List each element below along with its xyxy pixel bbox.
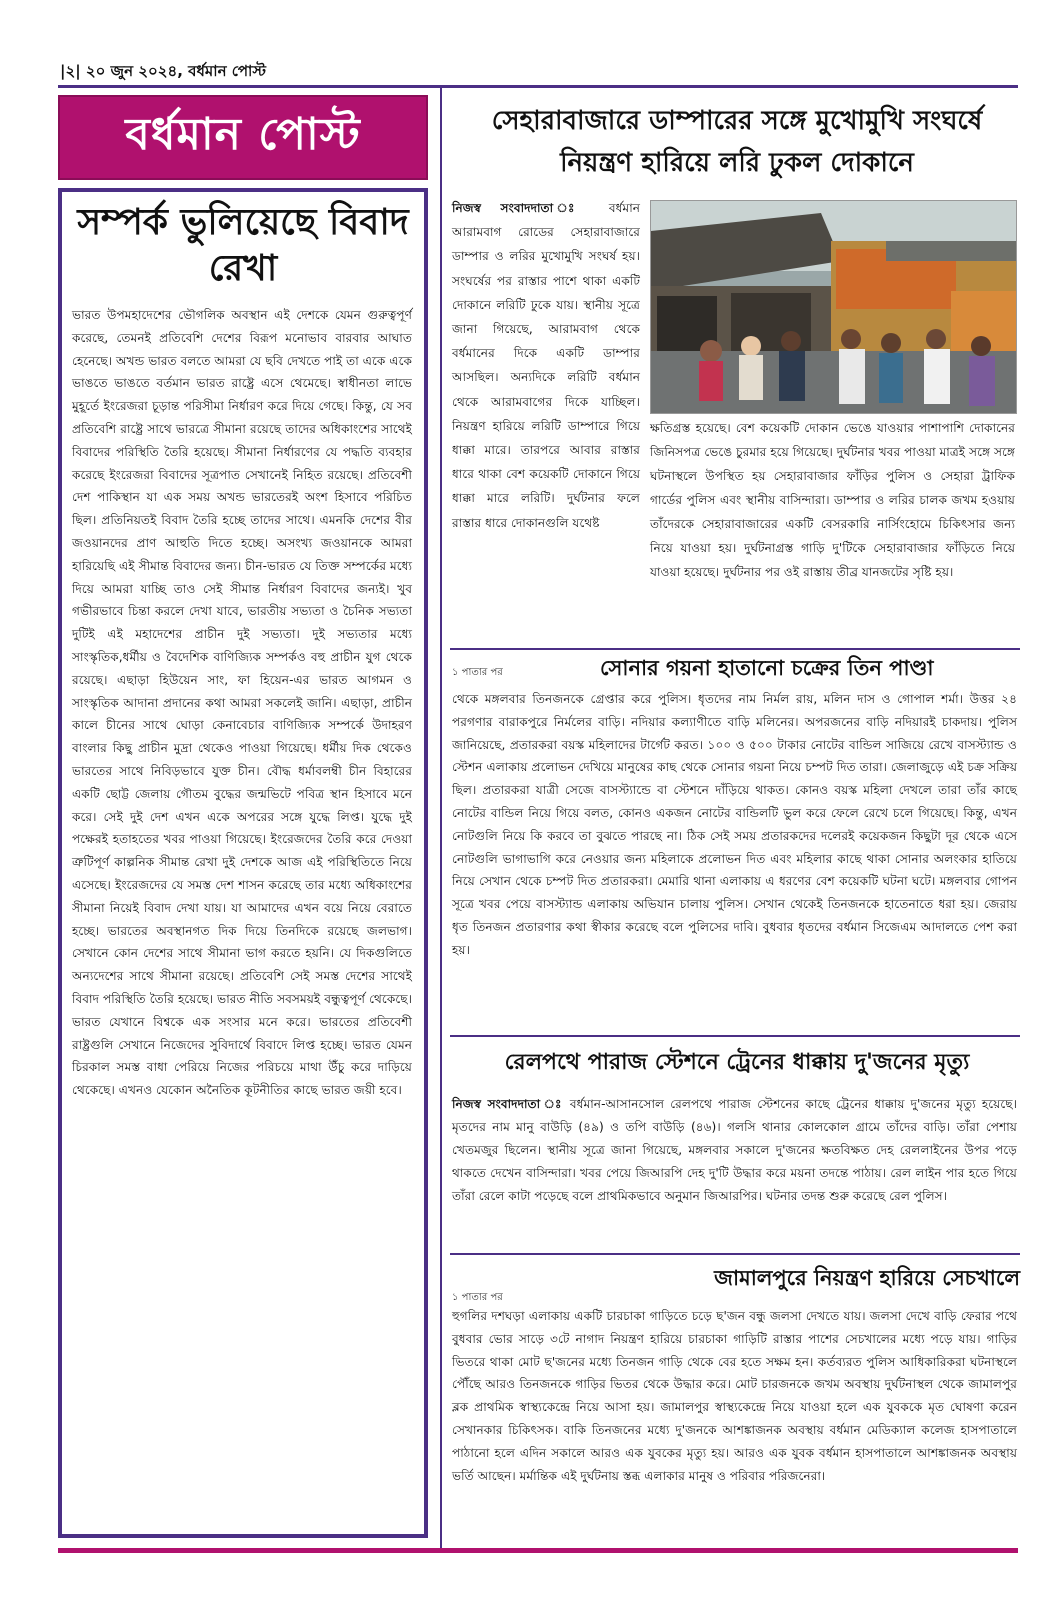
story1-headline: সেহারাবাজারে ডাম্পারের সঙ্গে মুখোমুখি সংঘর্ষে নিয়ন্ত্রণ হারিয়ে লরি ঢুকল দোকানে (491, 106, 983, 178)
column-divider (440, 88, 442, 1548)
story4-body: হুগলির দশঘড়া এলাকায় একটি চারচাকা গাড়িতে চড়ে ছ'জন বন্ধু জলসা দেখতে যায়। জলসা দেখে বাড়ি ফেরার পথে বুধবার ভোর সাড়ে ৩টে নাগাদ নিয়ন্ত্রণ হারিয়ে চারচাকা গাড়িটি রাস্তার পাশের সেচখালের মধ্যে পড়ে যায়। গাড়ির ভিতরে থাকা মোট ছ'জনের মধ্যে তিনজন গাড়ি থেকে বের হতে সক্ষম হন। কর্তব্যরত পুলিস আধিকারিকরা ঘটনাস্থলে পৌঁছে আরও তিনজনকে গাড়ির ভিতর থেকে উদ্ধার করে। মোট চারজনকে জখম অবস্থায় দুর্ঘটনাস্থল থেকে জামালপুর ব্লক প্রাথমিক স্বাস্থ্যকেন্দ্রে নিয়ে আসা হয়। জামালপুর স্বাস্থ্যকেন্দ্রে নিয়ে যাওয়া হলে এক যুবককে মৃত ঘোষণা করেন সেখানকার চিকিৎসক। বাকি তিনজনের মধ্যে দু'জনকে আশঙ্কাজনক অবস্থায় বর্ধমান মেডিক্যাল কলেজ হাসপাতালে পাঠানো হলে এদিন সকালে আরও এক যুবকের মৃত্যু হয়। আরও এক যুবক বর্ধমান হাসপাতালে আশঙ্কাজনক অবস্থায় ভর্তি আছেন। মর্মান্তিক এই দুর্ঘটনায় স্তব্ধ এলাকার মানুষ ও পরিবার পরিজনেরা। (452, 1309, 1017, 1483)
story1-byline: নিজস্ব সংবাদদাতা ঃ (452, 201, 590, 215)
accident-photo (650, 200, 1017, 414)
top-rule (58, 85, 1018, 88)
story3-body: বর্ধমান-আসানসোল রেলপথে পারাজ স্টেশনের কাছে ট্রেনের ধাক্কায় দু'জনের মৃত্যু হয়েছে। মৃতদের নাম মানু বাউড়ি (৪৯) ও তপি বাউড়ি (৪৬)। গলসি থানার কোলকোল গ্রামে তাঁদের বাড়ি। তাঁরা পেশায় খেতমজুর ছিলেন। স্থানীয় সূত্রে জানা গিয়েছে, মঙ্গলবার সকালে দু'জনের ক্ষতবিক্ষত দেহ রেললাইনের উপর পড়ে থাকতে দেখেন বাসিন্দারা। খবর পেয়ে জিআরপি দেহ দু'টি উদ্ধার করে ময়না তদন্তে পাঠায়। রেল লাইন পার হতে গিয়ে তাঁরা রেলে কাটা পড়েছে বলে প্রাথমিকভাবে অনুমান জিআরপির। ঘটনার তদন্ত শুরু করেছে রেল পুলিস। (452, 1097, 1017, 1203)
story2-body: থেকে মঙ্গলবার তিনজনকে গ্রেপ্তার করে পুলিস। ধৃতদের নাম নির্মল রায়, মলিন দাস ও গোপাল শর্মা। উত্তর ২৪ পরগণার বারাকপুরে নির্মলের বাড়ি। নদিয়ার কল্যাণীতে বাড়ি মলিনের। অপরজনের বাড়ি নদিয়ারই চাকদায়। পুলিস জানিয়েছে, প্রতারকরা বয়স্ক মহিলাদের টার্গেট করত। ১০০ ও ৫০০ টাকার নোটের বান্ডিল সাজিয়ে রেখে বাসস্ট্যান্ড ও স্টেশন এলাকায় প্রলোভন দেখিয়ে মানুষের কাছ থেকে সোনার গয়না নিয়ে চম্পট দিত তারা। জেলাজুড়ে এই চক্র সক্রিয় ছিল। প্রতারকরা যাত্রী সেজে বাসস্ট্যান্ডে বা স্টেশনে দাঁড়িয়ে থাকত। কোনও বয়স্ক মহিলা দেখলে তারা তাঁর কাছে নোটের বান্ডিল নিয়ে গিয়ে বলত, কোনও একজন নোটের বান্ডিলটি ভুল করে ফেলে রেখে চলে গিয়েছে। কিন্তু, এখন নোটগুলি নিয়ে কি করবে তা বুঝতে পারছে না। ঠিক সেই সময় প্রতারকদের দলেরই কয়েকজন কিছুটা দূর থেকে এসে নোটগুলি ভাগাভাগি করে নেওয়ার জন্য মহিলাকে প্রলোভন দিত এবং মহিলার কাছে থাকা সোনার অলংকার হাতিয়ে নিয়ে সেখান থেকে চম্পট দিত প্রতারকরা। মেমারি থানা এলাকায় এ ধরণের বেশ কয়েকটি ঘটনা ঘটে। মঙ্গলবার গোপন সূত্রে খবর পেয়ে বাসস্ট্যান্ড এলাকায় অভিযান চালায় পুলিস। সেখান থেকেই তিনজনকে হাতেনাতে ধরা হয়। জেরায় ধৃত তিনজন প্রতারণার কথা স্বীকার করেছে বলে পুলিসের দাবি। বুধবার ধৃতদের বর্ধমান সিজেএম আদালতে পেশ করা হয়। (452, 692, 1017, 957)
folio-line: |২| ২০ জুন ২০২৪, বর্ধমান পোস্ট (60, 62, 267, 80)
story4-headline: জামালপুরে নিয়ন্ত্রণ হারিয়ে সেচখালে (714, 1266, 1020, 1290)
story4-continued-note: ১ পাতার পর (452, 1292, 503, 1303)
story3-byline: নিজস্ব সংবাদদাতা ঃ (452, 1097, 564, 1111)
story1-left-body: বর্ধমান আরামবাগ রোডের সেহারাবাজারে ডাম্পার ও লরির মুখোমুখি সংঘর্ষ হয়। সংঘর্ষের পর রাস্তার পাশে থাকা একটি দোকানে লরিটি ঢুকে যায়। স্থানীয় সূত্রে জানা গিয়েছে, আরামবাগ থেকে বর্ধমানের দিকে একটি ডাম্পার আসছিল। অন্যদিকে লরিটি বর্ধমান থেকে আরামবাগের দিকে যাচ্ছিল। নিয়ন্ত্রণ হারিয়ে লরিটি ডাম্পারে গিয়ে ধাক্কা মারে। তারপরে আবার রাস্তার ধারে থাকা বেশ কয়েকটি দোকানে গিয়ে ধাক্কা মারে লরিটি। দুর্ঘটনার ফলে রাস্তার ধারে দোকানগুলি যথেষ্ট (452, 201, 641, 530)
story2-continued-note: ১ পাতার পর (452, 667, 503, 678)
story3-text (452, 1093, 1017, 1208)
bottom-rule (58, 1548, 1018, 1553)
editorial-title: সম্পর্ক ভুলিয়েছে বিবাদ রেখা (77, 202, 409, 289)
story3-headline: রেলপথে পারাজ স্টেশনে ট্রেনের ধাক্কায় দু'জনের মৃত্যু (504, 1050, 970, 1075)
section-rule (450, 648, 1020, 650)
section-rule (450, 1253, 1020, 1255)
story1-left-text (452, 196, 640, 535)
masthead-title: বর্ধমান পোস্ট (125, 109, 361, 160)
story2-headline: সোনার গয়না হাতানো চক্রের তিন পাণ্ডা (600, 656, 934, 680)
accident-photo-illustration (651, 201, 1016, 413)
editorial-body: ভারত উপমহাদেশের ভৌগলিক অবস্থান এই দেশকে যেমন গুরুত্বপূর্ণ করেছে, তেমনই প্রতিবেশি দেশের বিরূপ মনোভাব বারবার আঘাত হেনেছে। অখন্ড ভারত বলতে আমরা যে ছবি দেখতে পাই তা একে একে ভাঙতে ভাঙতে বর্তমান ভারত রাষ্ট্রে এসে থেমেছে। স্বাধীনতা লাভে মুহূর্তে ইংরেজরা চূড়ান্ত পরিসীমা নির্ধারণ করে দিয়ে গেছে। কিন্তু, যে সব প্রতিবেশি রাষ্ট্রে সাথে ভারত্রে সীমানা রয়েছে তাদের অধিকাংশের সাথেই বিবাদের পরিস্থিতি তৈরি হয়েছে। সীমানা নির্ধারণের যে পদ্ধতি ব্যবহার করেছে ইংরেজরা বিবাদের সূত্রপাত সেখানেই নিহিত রয়েছে। প্রতিবেশী দেশ পাকিস্থান যা এক সময় অখন্ড ভারতেরই অংশ হিসাবে পরিচিত ছিল। প্রতিনিয়তই বিবাদ তৈরি হচ্ছে তাদের সাথে। এমনকি দেশের বীর জওয়ানদের প্রাণ আহুতি দিতে হচ্ছে। অসংখ্য জওয়ানকে আমরা হারিয়েছি এই সীমান্ত বিবাদের জন্য। চীন-ভারত যে তিক্ত সম্পর্কের মধ্যে দিয়ে আমরা যাচ্ছি তাও সেই সীমান্ত নির্ধারণ বিবাদের জন্যই। খুব গভীরভাবে চিন্তা করলে দেখা যাবে, ভারতীয় সভ্যতা ও চৈনিক সভ্যতা দুটিই এই মহাদেশের প্রাচীন দুই সভ্যতা। দুই সভ্যতার মধ্যে সাংস্কৃতিক,ধর্মীয় ও বৈদেশিক বাণিজ্যিক সম্পর্কও বহু প্রাচীন যুগ থেকে রয়েছে। এছাড়া হিউয়েন সাং, ফা হিয়েন-এর ভারত আগমন ও সাংস্কৃতিক আদানা প্রদানের কথা আমরা সকলেই জানি। এছাড়া, প্রাচীন কালে চীনের সাথে ঘোড়া কেনাবেচার বাণিজ্যিক সম্পর্কে উদাহরণ বাংলার কিছু প্রাচীন মুদ্রা থেকেও পাওয়া গিয়েছে। ধর্মীয় দিক থেকেও ভারতের সাথে নিবিড়ভাবে যুক্ত চীন। বৌদ্ধ ধর্মাবলম্বী চীন বিহারের একটি ছোট্ট জেলায় গৌতম বুদ্ধের জন্মভিটে পবিত্র স্থান হিসাবে মনে করে। সেই দুই দেশ এখন একে অপরের সঙ্গে যুদ্ধে লিপ্ত। যুদ্ধে দুই পক্ষেরই হতাহতের খবর পাওয়া গিয়েছে। ইংরেজদের তৈরি করে দেওয়া ত্রুটিপূর্ণ কাল্পনিক সীমান্ত রেখা দুই দেশকে আজ এই পরিস্থিতিতে নিয়ে এসেছে। ইংরেজদের যে সমস্ত দেশ শাসন করেছে তার মধ্যে অধিকাংশের সীমানা নিয়েই বিবাদ দেখা যায়। যা আমাদের এখন বয়ে নিয়ে বেরাতে হচ্ছে। ভারতের অবস্থানগত দিক দিয়ে তিনদিকে রয়েছে জলভাগ। সেখানে কোন দেশের সাথে সীমানা ভাগ করতে হয়নি। যে দিকগুলিতে অন্যদেশের সাথে সীমানা রয়েছে। প্রতিবেশি সেই সমস্ত দেশের সাথেই বিবাদ পরিস্থিতি তৈরি হয়েছে। ভারত নীতি সবসময়ই বন্ধুত্বপূর্ণ থেকেছে। ভারত যেখানে বিশ্বকে এক সংসার মনে করে। ভারতের প্রতিবেশী রাষ্ট্রগুলি সেখানে নিজেদের সুবিদার্থে বিবাদে লিপ্ত হচ্ছে। ভারত যেমন চিরকাল সমস্ত বাধা পেরিয়ে নিজের পরিচয়ে মাথা উঁচু করে দাড়িয়ে থেকেছে। এখনও যেকোন অনৈতিক কূটনীতির কাছে ভারত জয়ী হবে। (72, 308, 412, 1098)
section-rule (450, 1035, 1020, 1037)
story1-bottom-text: ক্ষতিগ্রস্ত হয়েছে। বেশ কয়েকটি দোকান ভেঙে যাওয়ার পাশাপাশি দোকানের জিনিসপত্র ভেঙে চুরমার হয়ে গিয়েছে। দুর্ঘটনার খবর পাওয়া মাত্রই সঙ্গে সঙ্গে ঘটনাস্থলে উপস্থিত হয় সেহারাবাজার ফাঁড়ির পুলিস ও সেহারা ট্রাফিক গার্ডের পুলিস এবং স্থানীয় বাসিন্দারা। ডাম্পার ও লরির চালক জখম হওয়ায় তাঁদেরকে সেহারাবাজারের একটি বেসরকারি নার্সিংহোমে চিকিৎসার জন্য নিয়ে যাওয়া হয়। দুর্ঘটনাগ্রস্ত গাড়ি দু'টিকে সেহারাবাজার ফাঁড়িতে নিয়ে যাওয়া হয়েছে। দুর্ঘটনার পর ওই রাস্তায় তীব্র যানজটের সৃষ্টি হয়। (650, 421, 1015, 579)
masthead (58, 95, 428, 180)
